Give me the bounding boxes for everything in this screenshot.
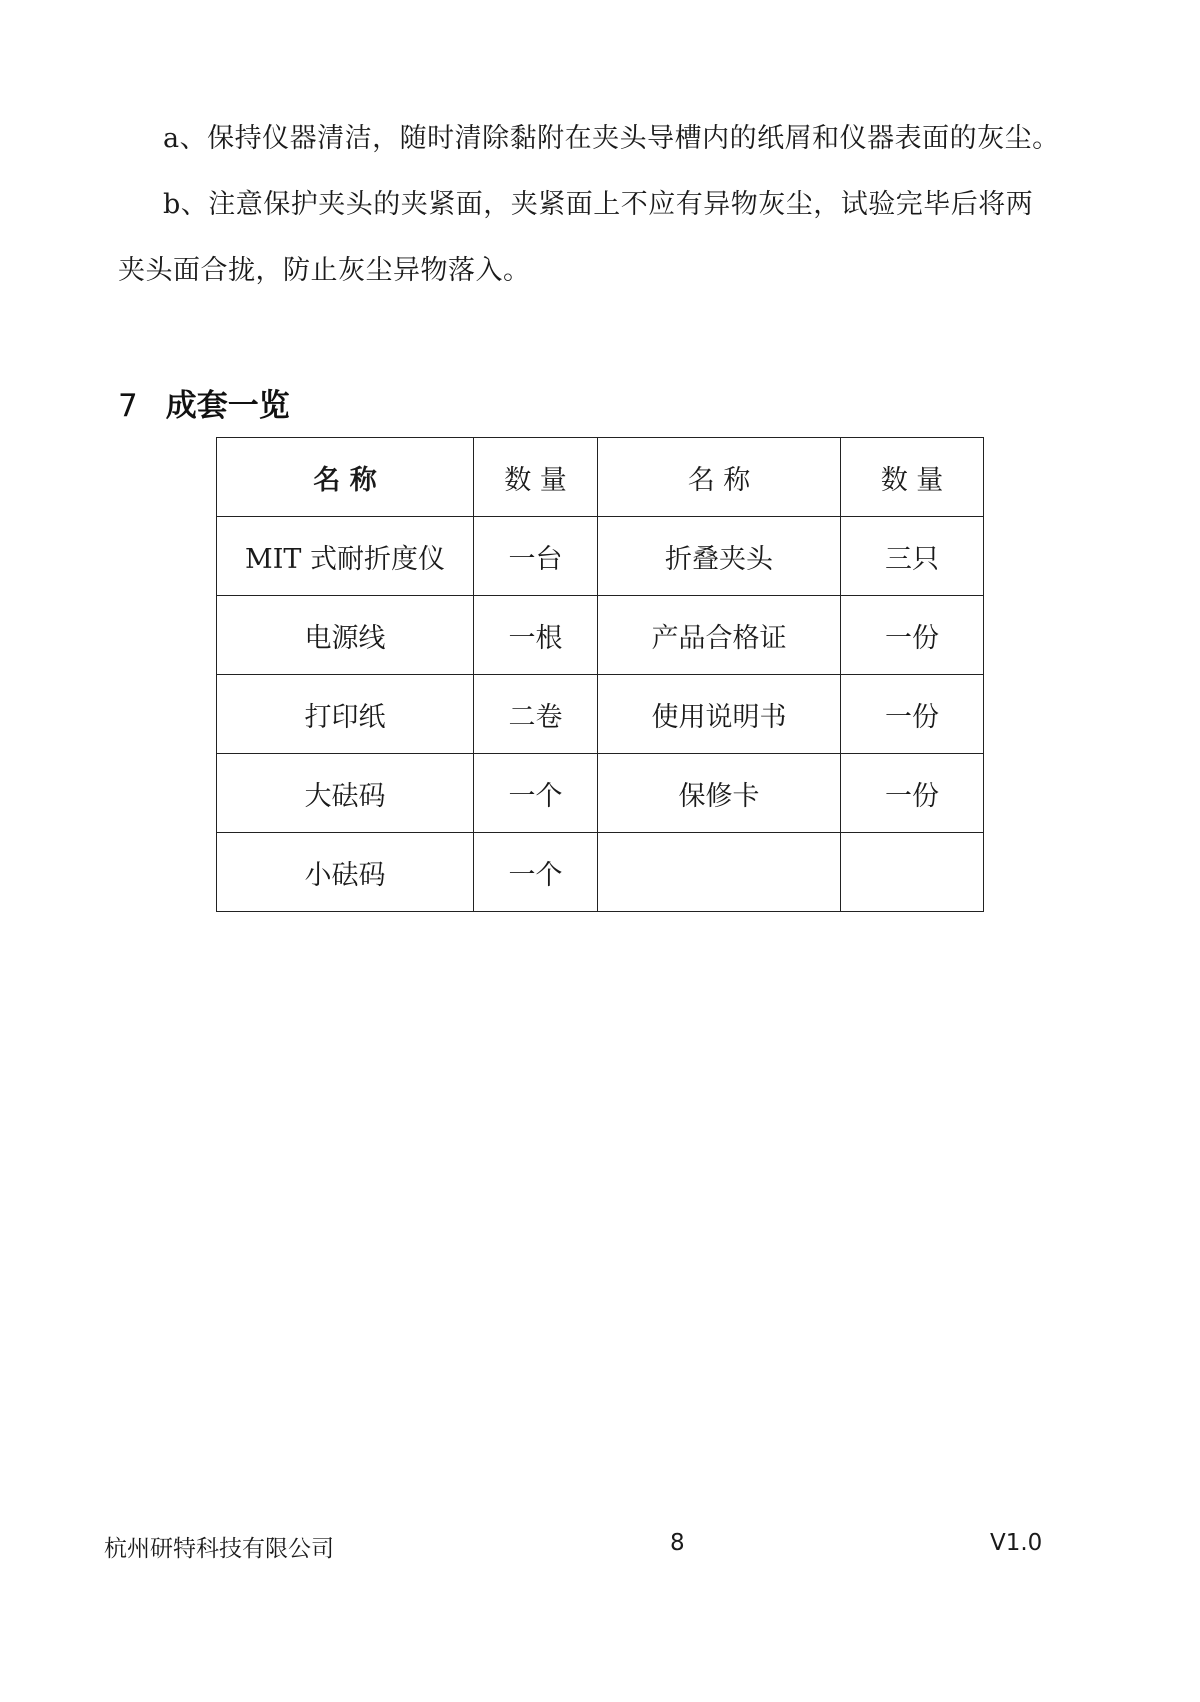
footer-company-name: 杭州研特科技有限公司 — [104, 1536, 334, 1562]
item-quantity: 一台 — [474, 517, 598, 596]
header-quantity-2: 数 量 — [841, 438, 984, 517]
table-row — [217, 754, 984, 833]
table-row — [217, 517, 984, 596]
item-name: 电源线 — [217, 596, 474, 675]
section-title: 成套一览 — [165, 388, 290, 424]
item-quantity: 一份 — [841, 596, 984, 675]
section-heading — [118, 380, 290, 425]
item-quantity: 三只 — [841, 517, 984, 596]
footer-page-number: 8 — [670, 1530, 685, 1556]
item-name: 大砝码 — [217, 754, 474, 833]
section-number: 7 — [118, 388, 138, 424]
item-name: 打印纸 — [217, 675, 474, 754]
header-name-2: 名 称 — [598, 438, 841, 517]
item-quantity: 一份 — [841, 675, 984, 754]
item-name: 折叠夹头 — [598, 517, 841, 596]
item-quantity: 一根 — [474, 596, 598, 675]
paragraph-a: a、保持仪器清洁，随时清除黏附在夹头导槽内的纸屑和仪器表面的灰尘。 — [163, 123, 1060, 154]
item-name: 保修卡 — [598, 754, 841, 833]
item-quantity: 一份 — [841, 754, 984, 833]
item-quantity: 二卷 — [474, 675, 598, 754]
empty-cell — [598, 833, 841, 912]
table-row — [217, 596, 984, 675]
item-quantity: 一个 — [474, 833, 598, 912]
paragraph-b-line-1: b、注意保护夹头的夹紧面，夹紧面上不应有异物灰尘，试验完毕后将两 — [163, 189, 1034, 220]
item-name: MIT 式耐折度仪 — [217, 517, 474, 596]
table-row — [217, 675, 984, 754]
table-header-row — [217, 438, 984, 517]
paragraph-b-line-2: 夹头面合拢，防止灰尘异物落入。 — [118, 255, 531, 286]
header-quantity-1: 数 量 — [474, 438, 598, 517]
header-name-1: 名 称 — [217, 438, 474, 517]
kit-contents-table — [216, 437, 984, 912]
item-name: 使用说明书 — [598, 675, 841, 754]
item-quantity: 一个 — [474, 754, 598, 833]
footer-version: V1.0 — [990, 1530, 1043, 1556]
item-name: 产品合格证 — [598, 596, 841, 675]
table-row — [217, 833, 984, 912]
item-name: 小砝码 — [217, 833, 474, 912]
empty-cell — [841, 833, 984, 912]
